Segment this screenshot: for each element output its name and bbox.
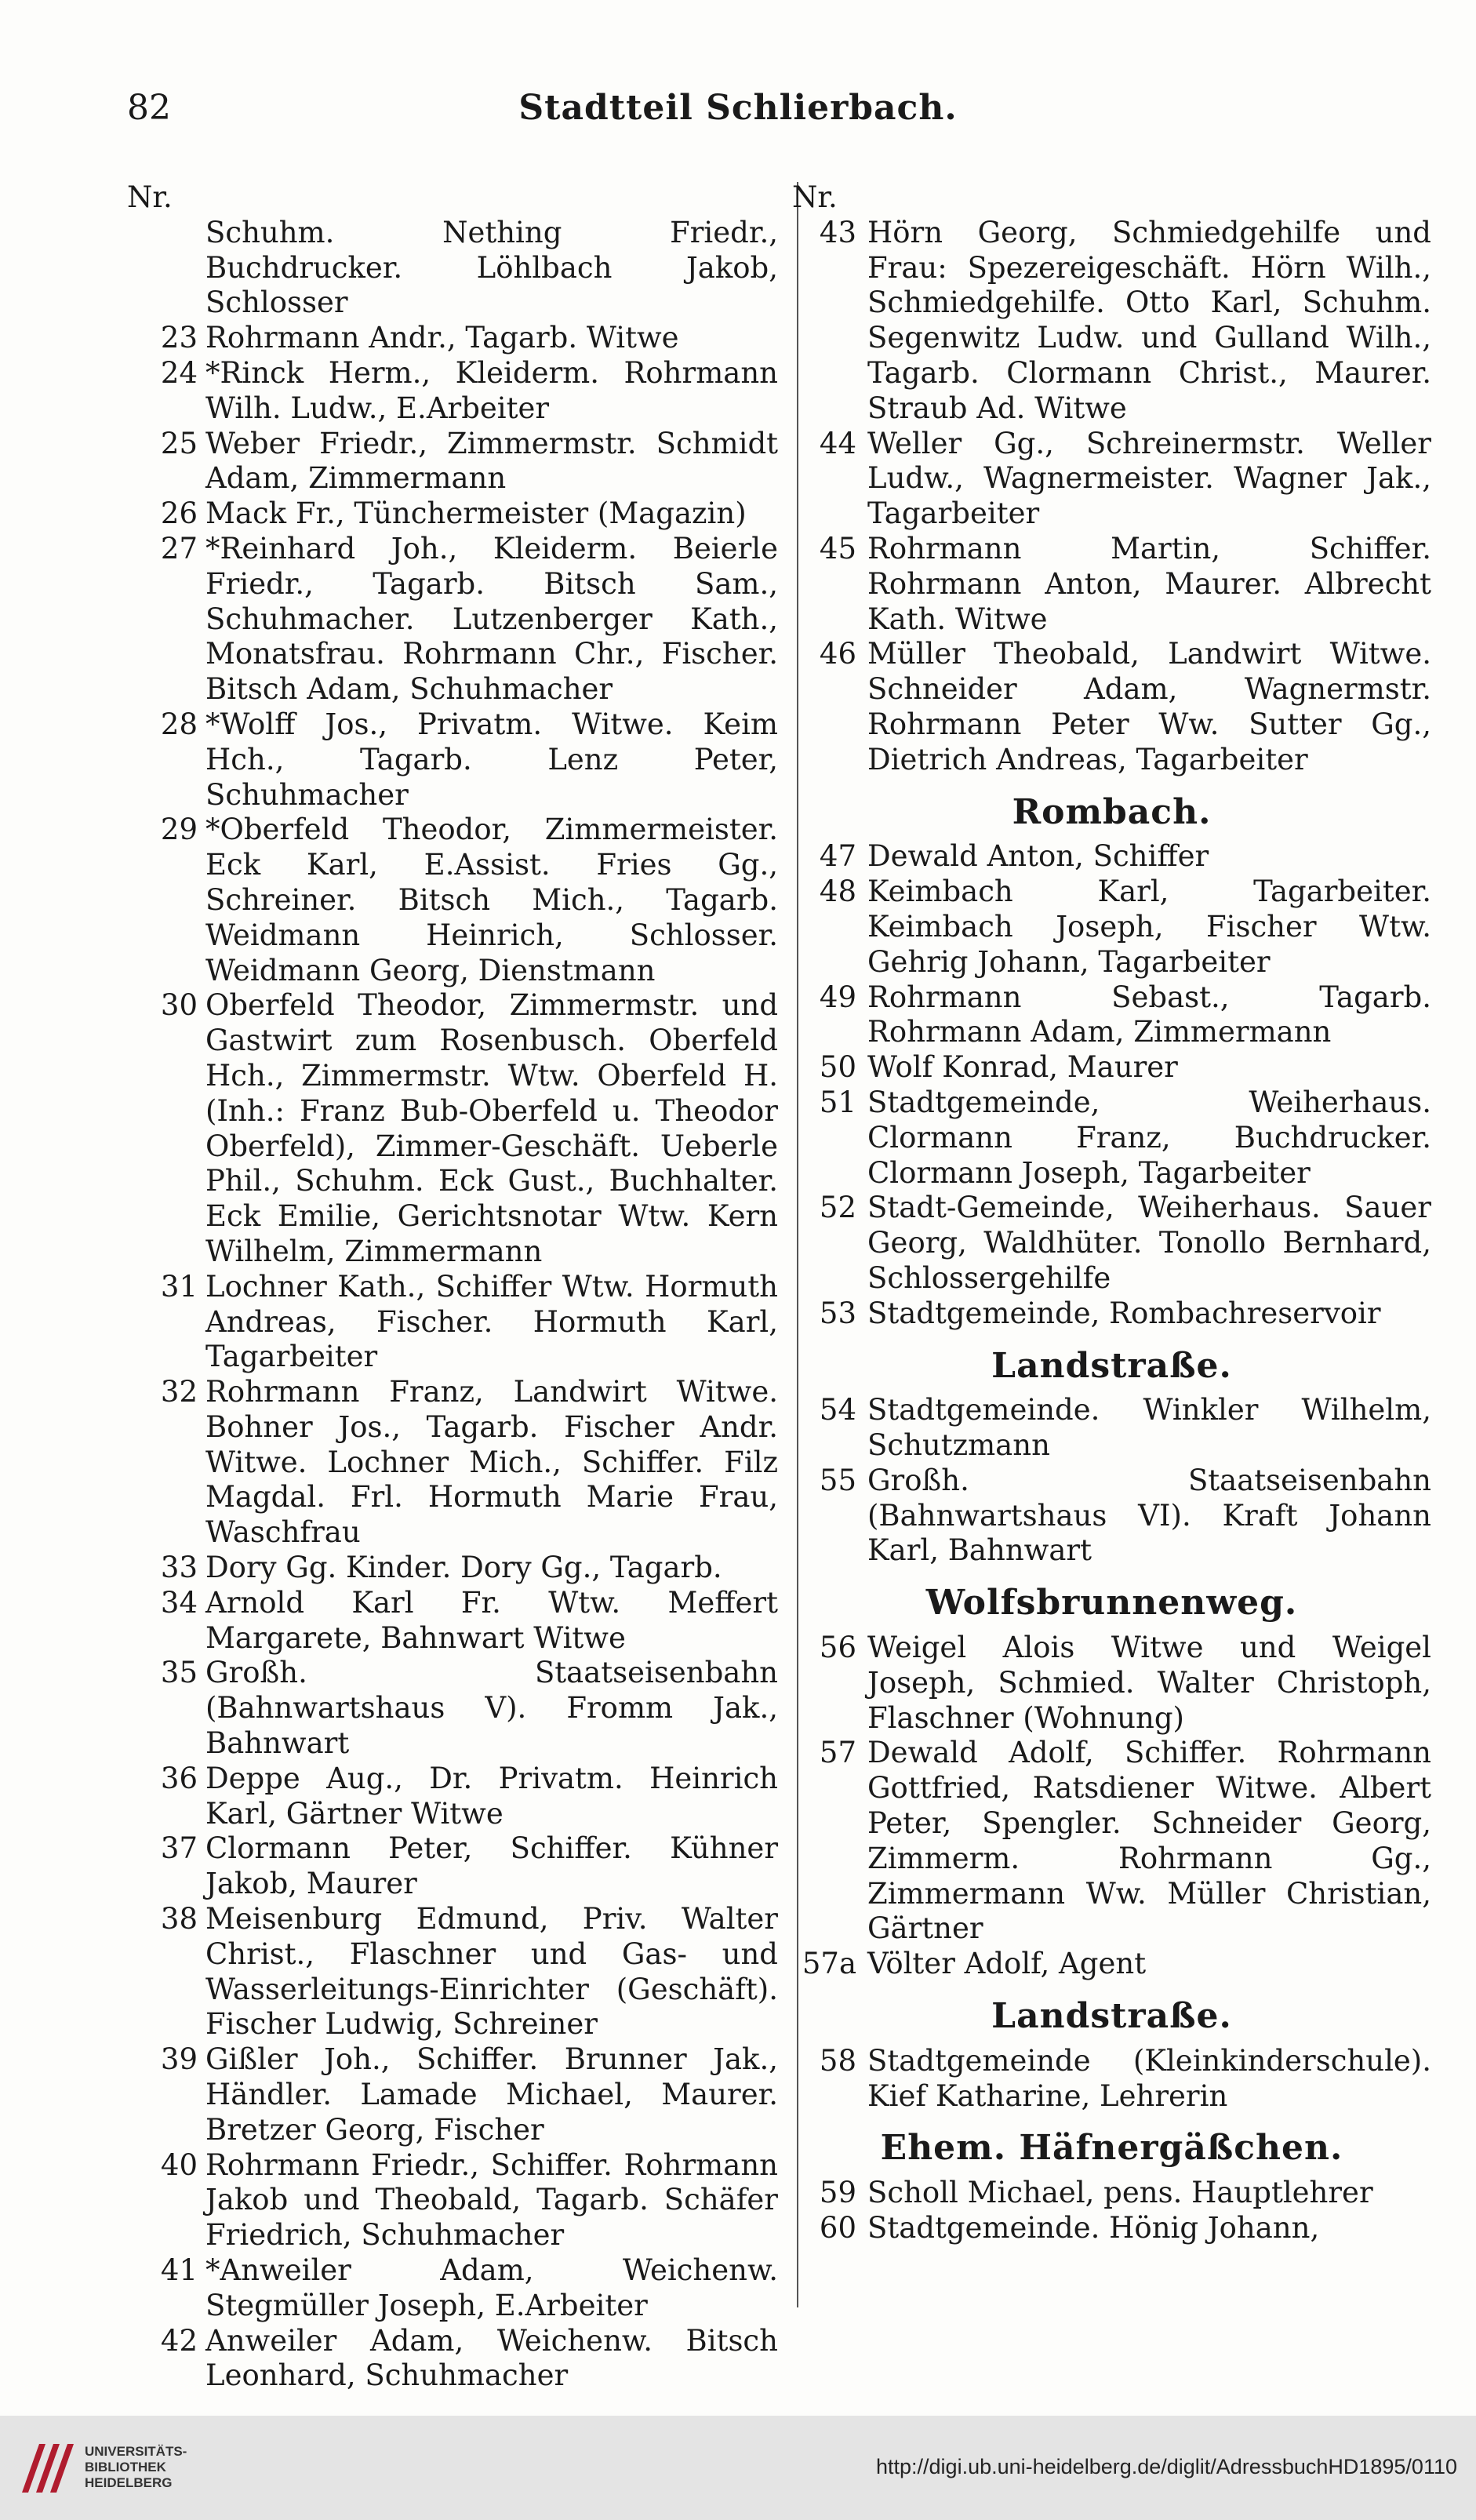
house-number: 29: [160, 813, 198, 847]
resident-text: Meisenburg Edmund, Priv. Walter Christ., Flaschner und Gas- und Wasserleitungs-Einrichter (Geschäft). Fischer Ludwig, Schreiner: [205, 1902, 778, 2042]
resident-text: Clormann Peter, Schiffer. Kühner Jakob, Maurer: [205, 1831, 778, 1901]
address-entry: [792, 427, 1431, 532]
address-entry: [127, 1551, 778, 1586]
house-number: 60: [819, 2211, 856, 2245]
resident-text: Stadtgemeinde. Hönig Johann,: [867, 2211, 1320, 2245]
address-entry: [127, 2148, 778, 2253]
house-number: 50: [819, 1050, 856, 1085]
address-entry: [127, 2042, 778, 2147]
house-number: 45: [819, 531, 856, 565]
entry-list-a: [792, 216, 1431, 778]
section-heading-landstrasse: Landstraße.: [991, 1345, 1232, 1386]
resident-text: *Anweiler Adam, Weichenw. Stegmüller Joseph, E.Arbeiter: [205, 2253, 778, 2322]
library-line: HEIDELBERG: [85, 2475, 173, 2490]
resident-text: *Wolff Jos., Privatm. Witwe. Keim Hch., Tagarb. Lenz Peter, Schuhmacher: [205, 707, 778, 812]
resident-text: Keimbach Karl, Tagarbeiter. Keimbach Joseph, Fischer Wtw. Gehrig Johann, Tagarbeiter: [867, 875, 1431, 979]
address-entry: [127, 427, 778, 497]
resident-text: Stadtgemeinde, Rombachreservoir: [867, 1296, 1381, 1330]
house-number: 43: [819, 215, 856, 249]
house-number: 46: [819, 637, 856, 671]
entry-list-f: [792, 2176, 1431, 2246]
resident-text: Stadt-Gemeinde, Weiherhaus. Sauer Georg, Waldhüter. Tonollo Bernhard, Schlossergehilfe: [867, 1191, 1431, 1295]
resident-text: Dewald Adolf, Schiffer. Rohrmann Gottfried, Ratsdiener Witwe. Albert Peter, Spengler. Schneider Georg, Zimmerm. Rohrmann Gg., Zimmermann Ww. Müller Christian, Gärtner: [867, 1736, 1431, 1946]
address-entry: [127, 707, 778, 813]
address-entry: [127, 532, 778, 707]
resident-text: *Rinck Herm., Kleiderm. Rohrmann Wilh. Ludw., E.Arbeiter: [205, 355, 778, 425]
house-number: 36: [160, 1761, 198, 1795]
address-entry: [792, 1296, 1431, 1332]
address-entry: [127, 1902, 778, 2042]
university-library-logo-icon[interactable]: [16, 2438, 77, 2499]
entry-list-c: [792, 1393, 1431, 1569]
section-heading-haefnergaesschen: Ehem. Häfnergäßchen.: [880, 2128, 1343, 2169]
house-number: 58: [819, 2043, 856, 2078]
section-heading-rombach: Rombach.: [1012, 791, 1212, 832]
source-url-link[interactable]: http://digi.ub.uni-heidelberg.de/diglit/AdressbuchHD1895/0110: [876, 2455, 1457, 2478]
house-number: 54: [819, 1393, 856, 1427]
address-entry: [127, 988, 778, 1269]
house-number: 24: [160, 355, 198, 390]
resident-text: Deppe Aug., Dr. Privatm. Heinrich Karl, Gärtner Witwe: [205, 1761, 778, 1831]
resident-text: Weller Gg., Schreinermstr. Weller Ludw., Wagnermeister. Wagner Jak., Tagarbeiter: [867, 426, 1431, 531]
resident-text: Stadtgemeinde (Kleinkinderschule). Kief Katharine, Lehrerin: [867, 2043, 1431, 2113]
right-column: [792, 180, 1431, 2246]
house-number: 52: [819, 1191, 856, 1225]
resident-text: Großh. Staatseisenbahn (Bahnwartshaus VI). Kraft Johann Karl, Bahnwart: [867, 1463, 1431, 1568]
resident-text: *Reinhard Joh., Kleiderm. Beierle Friedr., Tagarb. Bitsch Sam., Schuhmacher. Lutzenberger Kath., Monatsfrau. Rohrmann Chr., Fischer. Bitsch Adam, Schuhmacher: [205, 531, 778, 707]
resident-text: Hörn Georg, Schmiedgehilfe und Frau: Spezereigeschäft. Hörn Wilh., Schmiedgehilfe. Otto Karl, Schuhm. Segenwitz Ludw. und Gulland Wilh., Tagarb. Clormann Christ., Maurer. Straub Ad. Witwe: [867, 215, 1431, 425]
section-heading-wolfsbrunnenweg: Wolfsbrunnenweg.: [925, 1583, 1298, 1624]
house-number: 28: [160, 707, 198, 741]
entry-list-b: [792, 839, 1431, 1331]
address-entry: [792, 532, 1431, 637]
address-entry: [127, 1375, 778, 1551]
house-number: 33: [160, 1551, 198, 1585]
resident-text: Gißler Joh., Schiffer. Brunner Jak., Händler. Lamade Michael, Maurer. Bretzer Georg, Fischer: [205, 2042, 778, 2147]
resident-text: Lochner Kath., Schiffer Wtw. Hormuth Andreas, Fischer. Hormuth Karl, Tagarbeiter: [205, 1269, 778, 1374]
entry-list-d: [792, 1631, 1431, 1982]
house-number: 26: [160, 496, 198, 531]
entry-list-e: [792, 2044, 1431, 2115]
resident-text: Arnold Karl Fr. Wtw. Meffert Margarete, Bahnwart Witwe: [205, 1585, 778, 1655]
library-line: BIBLIOTHEK: [85, 2460, 166, 2475]
left-column: [127, 180, 778, 2394]
house-number: 23: [160, 321, 198, 355]
address-entry: [127, 1762, 778, 1832]
nr-label: Nr.: [127, 180, 173, 214]
resident-text: Mack Fr., Tünchermeister (Magazin): [205, 496, 747, 531]
house-number: 56: [819, 1631, 856, 1665]
section-heading-landstrasse-2: Landstraße.: [991, 1996, 1232, 2037]
resident-text: Rohrmann Martin, Schiffer. Rohrmann Anton, Maurer. Albrecht Kath. Witwe: [867, 531, 1431, 636]
resident-text: Oberfeld Theodor, Zimmermstr. und Gastwirt zum Rosenbusch. Oberfeld Hch., Zimmermstr. Wtw. Oberfeld H. (Inh.: Franz Bub-Oberfeld u. Theodor Oberfeld), Zimmer-Geschäft. Ueberle Phil., Schuhm. Eck Gust., Buchhalter. Eck Emilie, Gerichtsnotar Wtw. Kern Wilhelm, Zimmermann: [205, 988, 778, 1268]
address-entry: [127, 321, 778, 356]
house-number: 32: [160, 1375, 198, 1409]
house-number: 47: [819, 839, 856, 874]
continuation-text: Schuhm. Nething Friedr., Buchdrucker. Löhlbach Jakob, Schlosser: [205, 215, 778, 320]
house-number: 51: [819, 1085, 856, 1119]
resident-text: Dory Gg. Kinder. Dory Gg., Tagarb.: [205, 1551, 722, 1585]
footer-bar: [0, 2416, 1476, 2520]
house-number: 48: [819, 875, 856, 909]
house-number: 25: [160, 426, 198, 460]
resident-text: Weigel Alois Witwe und Weigel Joseph, Schmied. Walter Christoph, Flaschner (Wohnung): [867, 1631, 1431, 1735]
house-number: 44: [819, 426, 856, 460]
house-number: 57: [819, 1736, 856, 1770]
house-number: 55: [819, 1463, 856, 1497]
address-entry: [127, 2253, 778, 2324]
house-number: 38: [160, 1902, 198, 1936]
house-number: 41: [160, 2253, 198, 2288]
address-entry: [127, 1656, 778, 1761]
address-entry: [127, 496, 778, 532]
address-entry: [792, 1631, 1431, 1736]
house-number: 57a: [802, 1947, 856, 1981]
resident-text: *Oberfeld Theodor, Zimmermeister. Eck Karl, E.Assist. Fries Gg., Schreiner. Bitsch Mich., Tagarb. Weidmann Heinrich, Schlosser. Weidmann Georg, Dienstmann: [205, 813, 778, 987]
house-number: 49: [819, 980, 856, 1014]
address-entry: [792, 1191, 1431, 1296]
resident-text: Dewald Anton, Schiffer: [867, 839, 1209, 874]
address-entry: [127, 1586, 778, 1656]
resident-text: Stadtgemeinde. Winkler Wilhelm, Schutzmann: [867, 1393, 1431, 1463]
resident-text: Weber Friedr., Zimmermstr. Schmidt Adam, Zimmermann: [205, 426, 778, 496]
resident-text: Völter Adolf, Agent: [867, 1947, 1147, 1981]
house-number: 59: [819, 2176, 856, 2210]
address-entry: [792, 1050, 1431, 1085]
address-entry: [127, 356, 778, 427]
house-number: 37: [160, 1831, 198, 1866]
address-entry: [792, 637, 1431, 777]
house-number: 35: [160, 1656, 198, 1690]
resident-text: Wolf Konrad, Maurer: [867, 1050, 1178, 1085]
resident-text: Scholl Michael, pens. Hauptlehrer: [867, 2176, 1373, 2210]
library-name: [85, 2444, 187, 2491]
address-entry: [127, 1831, 778, 1902]
resident-text: Müller Theobald, Landwirt Witwe. Schneider Adam, Wagnermstr. Rohrmann Peter Ww. Sutter Gg., Dietrich Andreas, Tagarbeiter: [867, 637, 1431, 776]
address-entry: [792, 1736, 1431, 1947]
address-entry: [792, 2176, 1431, 2211]
resident-text: Anweiler Adam, Weichenw. Bitsch Leonhard, Schuhmacher: [205, 2323, 778, 2393]
house-number: 39: [160, 2042, 198, 2077]
library-line: UNIVERSITÄTS-: [85, 2444, 187, 2459]
nr-label: Nr.: [792, 180, 838, 214]
house-number: 40: [160, 2147, 198, 2182]
address-entry: [792, 2044, 1431, 2115]
house-number: 53: [819, 1296, 856, 1330]
house-number: 31: [160, 1269, 198, 1304]
resident-text: Rohrmann Andr., Tagarb. Witwe: [205, 321, 679, 355]
page-number: 82: [127, 88, 171, 128]
address-entry: [792, 2211, 1431, 2246]
address-entry: [127, 2324, 778, 2395]
house-number: 42: [160, 2323, 198, 2358]
address-entry: [792, 1464, 1431, 1569]
resident-text: Großh. Staatseisenbahn (Bahnwartshaus V). Fromm Jak., Bahnwart: [205, 1656, 778, 1761]
address-entry: [792, 839, 1431, 875]
address-entry: [792, 1393, 1431, 1464]
address-entry: [792, 216, 1431, 427]
address-entry: [127, 1270, 778, 1375]
resident-text: Rohrmann Franz, Landwirt Witwe. Bohner Jos., Tagarb. Fischer Andr. Witwe. Lochner Mich., Schiffer. Filz Magdal. Frl. Hormuth Marie Frau, Waschfrau: [205, 1375, 778, 1550]
resident-text: Rohrmann Sebast., Tagarb. Rohrmann Adam, Zimmermann: [867, 980, 1431, 1049]
house-number: 30: [160, 988, 198, 1023]
resident-text: Rohrmann Friedr., Schiffer. Rohrmann Jakob und Theobald, Tagarb. Schäfer Friedrich, Schuhmacher: [205, 2147, 778, 2253]
address-entry: [792, 1085, 1431, 1191]
address-entry: [792, 980, 1431, 1051]
address-entry: [792, 875, 1431, 980]
address-entry: [792, 1947, 1431, 1982]
address-entry: [127, 813, 778, 988]
running-head: Stadtteil Schlierbach.: [518, 88, 958, 128]
left-entry-list: [127, 321, 778, 2394]
house-number: 34: [160, 1585, 198, 1620]
resident-text: Stadtgemeinde, Weiherhaus. Clormann Franz, Buchdrucker. Clormann Joseph, Tagarbeiter: [867, 1085, 1431, 1190]
house-number: 27: [160, 531, 198, 565]
